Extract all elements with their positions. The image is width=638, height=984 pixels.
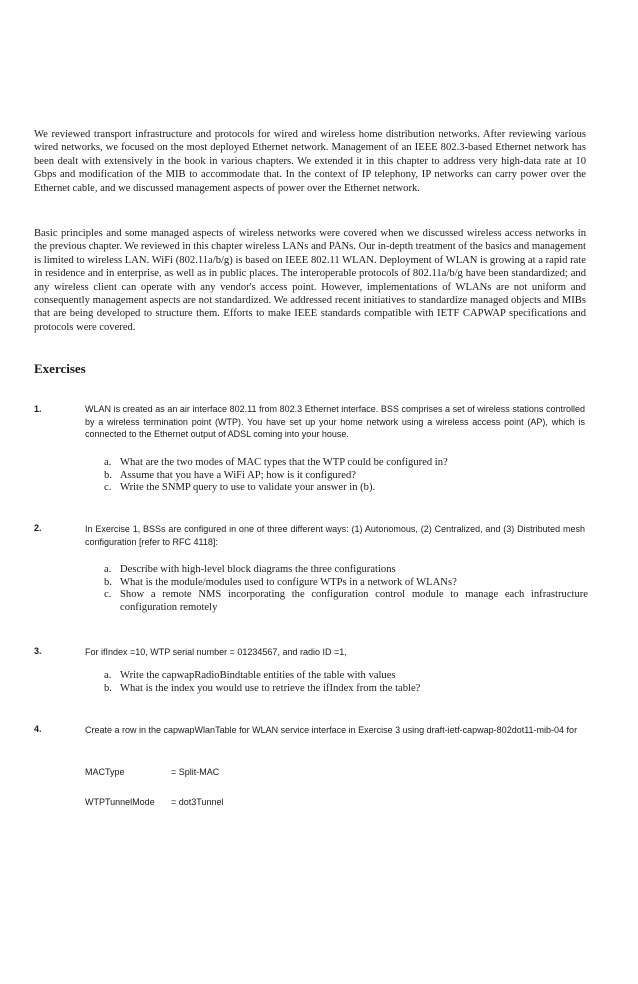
summary-paragraph-1: We reviewed transport infrastructure and protocols for wired and wireless home distribution networks. After reviewing various wired networks, we focused on the most deployed Ethernet network. Management of an IEEE 802.3-based Ethernet network has been dealt with extensively in the book in various chapters. We extended it in this chapter to address very high-data rate at 10 Gbps and modification of the MIB to accommodate that. In the context of IP telephony, IP networks can carry power over the Ethernet cable, and we discussed management aspects of power over the Ethernet network. [34,129,586,194]
list-item: a. Write the capwapRadioBindtable entities of the table with values [104,670,396,681]
exercise-1-parts [104,457,588,495]
param-mactype: MACType = Split-MAC [85,767,220,777]
exercises-heading: Exercises [34,361,86,376]
exercise-4-number: 4. [34,724,42,734]
summary-paragraph-2: Basic principles and some managed aspects of wireless networks were covered when we discussed wireless access networks in the previous chapter. We reviewed in this chapter wireless LANs and PANs. Our in-depth treatment of the basics and management is limited to wireless LAN. WiFi (802.11a/b/g) is based on IEEE 802.11 WLAN. Deployment of WLAN is growing at a rapid rate in residence and in enterprise, as well as in public places. The interoperable protocols of 802.11a/b/g have been standardized; and any wireless client can operate with any vendor's access point. However, implementations of WLANs are not uniform and consequently management aspects are not standardized. We addressed recent initiatives to standardize managed objects and MIBs that are being developed to structure them. Efforts to make IEEE standards compatible with IETF CAPWAP specifications and protocols were covered. [34,228,586,333]
list-item: c. Show a remote NMS incorporating the configuration control module to manage each infrastructure configuration remotely [104,589,588,613]
list-item: a. Describe with high-level block diagrams the three configurations [104,564,396,575]
exercise-3-number: 3. [34,646,42,656]
list-item: a. What are the two modes of MAC types that the WTP could be configured in? [104,457,448,468]
list-item: c. Write the SNMP query to use to validate your answer in (b). [104,482,376,493]
exercise-1-number: 1. [34,404,42,414]
list-item: b. Assume that you have a WiFi AP; how is it configured? [104,469,356,481]
exercise-1-text: WLAN is created as an air interface 802.11 from 802.3 Ethernet interface. BSS comprises a set of wireless stations controlled by a wireless termination point (WTP). You have set up your home network using a wireless access point (AP), which is connected to the Ethernet output of ADSL coming into your house. [85,404,585,439]
param-wtptunnelmode: WTPTunnelMode = dot3Tunnel [85,797,224,807]
exercise-3-parts [104,670,588,695]
exercise-2-number: 2. [34,523,42,533]
exercise-2-parts [104,564,588,614]
exercise-2-text: In Exercise 1, BSSs are configured in one of three different ways: (1) Autonomous, (2) Centralized, and (3) Distributed mesh configuration [refer to RFC 4118]: [85,524,585,547]
list-item: b. What is the module/modules used to configure WTPs in a network of WLANs? [104,576,457,588]
exercise-3-text: For ifIndex =10, WTP serial number = 01234567, and radio ID =1, [85,647,347,657]
exercise-4-text: Create a row in the capwapWlanTable for WLAN service interface in Exercise 3 using draft-ietf-capwap-802dot11-mib-04 for [85,725,578,735]
list-item: b. What is the index you would use to retrieve the ifIndex from the table? [104,682,421,694]
